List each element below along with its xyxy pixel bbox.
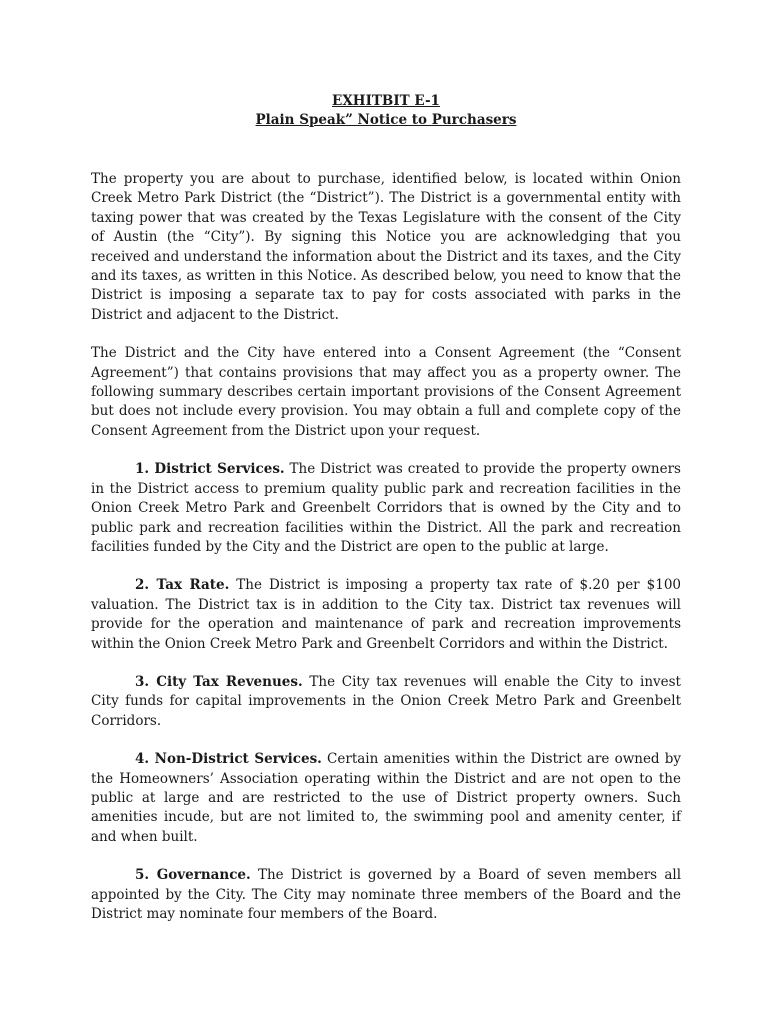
section-district-services (91, 460, 681, 557)
notice-title: Plain Speak” Notice to Purchasers (255, 112, 517, 128)
section-heading: 5. Governance. (135, 867, 251, 884)
section-heading: 1. District Services. (135, 461, 285, 478)
section-non-district-services (91, 750, 681, 847)
section-heading: 2. Tax Rate. (135, 577, 230, 594)
section-text: The City tax revenues will enable the City to invest City funds for capital improvements in the Onion Creek Metro Park and Greenbelt Corridors. (91, 673, 681, 729)
section-heading: 3. City Tax Revenues. (135, 673, 303, 690)
intro-paragraph-2: The District and the City have entered into a Consent Agreement (the “Consent Agreement”) that contains provisions that may affect you as a property owner. The following summary describes certain important provisions of the Consent Agreement but does not include every provision. You may obtain a full and complete copy of the Consent Agreement from the District upon your request. (91, 345, 681, 439)
title-block (91, 92, 681, 130)
section-text: Certain amenities within the District are owned by the Homeowners’ Association operating within the District and are not open to the public at large and are restricted to the use of District property owners. Such amenities incude, but are not limited to, the swimming pool and amenity center, if and when built. (91, 751, 681, 845)
section-city-tax-revenues (91, 673, 681, 731)
section-tax-rate (91, 576, 681, 654)
section-governance (91, 866, 681, 924)
section-text: The District is governed by a Board of seven members all appointed by the City. The City may nominate three members of the Board and the District may nominate four members of the Board. (91, 867, 682, 922)
intro-paragraph-1: The property you are about to purchase, identified below, is located within Onion Creek Metro Park District (the “District”). The District is a governmental entity with taxing power that was created by the Texas Legislature with the consent of the City of Austin (the “City”). By signing this Notice you are acknowledging that you received and understand the information about the District and its taxes, and the City and its taxes, as written in this Notice. As described below, you need to know that the District is imposing a separate tax to pay for costs associated with parks in the District and adjacent to the District. (91, 171, 681, 323)
document-page (91, 92, 681, 924)
section-text: The District was created to provide the property owners in the District access to premium quality public park and recreation facilities in the Onion Creek Metro Park and Greenbelt Corridors that is owned by the City and to public park and recreation facilities within the District. All the park and recreation facilities funded by the City and the District are open to the public at large. (91, 461, 681, 555)
exhibit-title: EXHITBIT E-1 (332, 93, 440, 109)
section-text: The District is imposing a property tax rate of $.20 per $100 valuation. The District tax is in addition to the City tax. District tax revenues will provide for the operation and maintenance of park and recreation improvements within the Onion Creek Metro Park and Greenbelt Corridors and within the District. (91, 577, 681, 652)
section-heading: 4. Non-District Services. (135, 751, 322, 768)
